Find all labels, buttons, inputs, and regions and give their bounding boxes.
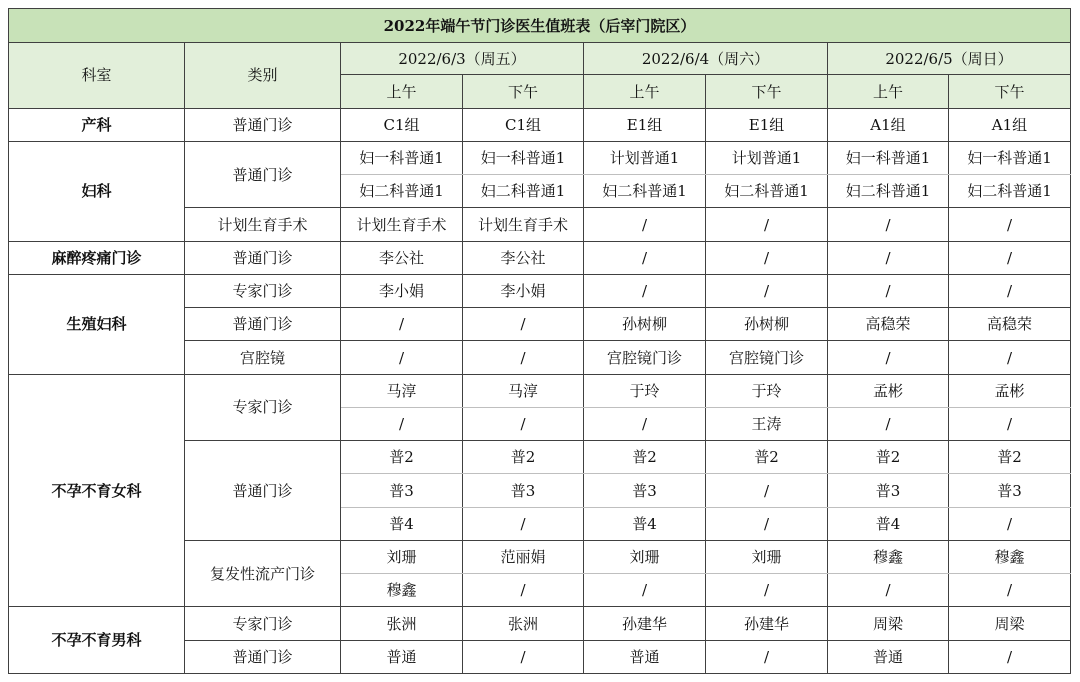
category-label: 专家门诊: [185, 274, 341, 307]
table-cell: 穆鑫: [341, 574, 463, 607]
table-cell: C1组: [341, 108, 463, 141]
table-cell: 宫腔镜门诊: [584, 341, 706, 374]
header-pm: 下午: [463, 75, 584, 108]
header-am: 上午: [341, 75, 463, 108]
table-cell: 妇二科普通1: [463, 175, 584, 208]
table-cell: /: [828, 274, 949, 307]
table-cell: /: [584, 407, 706, 440]
table-cell: /: [341, 407, 463, 440]
table-cell: /: [949, 407, 1071, 440]
dept-label: 妇科: [9, 141, 185, 241]
table-cell: 马淳: [341, 374, 463, 407]
table-cell: 妇一科普通1: [463, 141, 584, 174]
table-cell: 孟彬: [828, 374, 949, 407]
category-label: 普通门诊: [185, 640, 341, 673]
header-pm: 下午: [706, 75, 828, 108]
table-cell: 普2: [828, 441, 949, 474]
dept-label: 麻醉疼痛门诊: [9, 241, 185, 274]
table-cell: 妇二科普通1: [341, 175, 463, 208]
table-row: [9, 374, 1071, 407]
table-cell: 穆鑫: [828, 540, 949, 573]
category-label: 计划生育手术: [185, 208, 341, 241]
table-cell: 妇一科普通1: [341, 141, 463, 174]
table-cell: 孙建华: [584, 607, 706, 640]
category-label: 专家门诊: [185, 374, 341, 441]
table-cell: 刘珊: [706, 540, 828, 573]
table-cell: /: [463, 407, 584, 440]
table-cell: 普4: [584, 507, 706, 540]
table-row: [9, 274, 1071, 307]
header-date-0604: 2022/6/4（周六）: [584, 43, 828, 75]
table-cell: 普3: [949, 474, 1071, 507]
header-pm: 下午: [949, 75, 1071, 108]
table-cell: /: [706, 474, 828, 507]
table-cell: /: [584, 208, 706, 241]
table-cell: 穆鑫: [949, 540, 1071, 573]
header-category: 类别: [185, 43, 341, 108]
table-cell: /: [949, 274, 1071, 307]
table-cell: /: [706, 640, 828, 673]
table-cell: /: [706, 208, 828, 241]
table-cell: 普2: [463, 441, 584, 474]
table-cell: 普2: [341, 441, 463, 474]
category-label: 专家门诊: [185, 607, 341, 640]
table-cell: 于玲: [584, 374, 706, 407]
category-label: 普通门诊: [185, 241, 341, 274]
table-cell: 普2: [949, 441, 1071, 474]
table-cell: 孙树柳: [584, 308, 706, 341]
table-cell: 孙建华: [706, 607, 828, 640]
table-row: [9, 141, 1071, 174]
header-am: 上午: [828, 75, 949, 108]
table-cell: 普2: [584, 441, 706, 474]
table-cell: 张洲: [341, 607, 463, 640]
table-cell: /: [584, 274, 706, 307]
table-cell: 妇一科普通1: [828, 141, 949, 174]
table-cell: 普3: [828, 474, 949, 507]
dept-label: 生殖妇科: [9, 274, 185, 374]
table-cell: 计划普通1: [706, 141, 828, 174]
table-cell: 孟彬: [949, 374, 1071, 407]
table-cell: 普3: [341, 474, 463, 507]
table-cell: /: [828, 341, 949, 374]
header-date-0605: 2022/6/5（周日）: [828, 43, 1071, 75]
dept-label: 不孕不育男科: [9, 607, 185, 674]
table-row: [9, 607, 1071, 640]
table-cell: 妇一科普通1: [949, 141, 1071, 174]
table-cell: 普通: [341, 640, 463, 673]
table-cell: 妇二科普通1: [584, 175, 706, 208]
table-cell: 妇二科普通1: [949, 175, 1071, 208]
header-department: 科室: [9, 43, 185, 108]
table-cell: 周梁: [949, 607, 1071, 640]
table-cell: /: [463, 341, 584, 374]
table-cell: /: [463, 507, 584, 540]
table-cell: /: [463, 308, 584, 341]
table-cell: 普通: [828, 640, 949, 673]
table-cell: 周梁: [828, 607, 949, 640]
table-cell: /: [949, 341, 1071, 374]
table-cell: /: [949, 208, 1071, 241]
table-row: [9, 241, 1071, 274]
table-cell: /: [706, 507, 828, 540]
table-cell: /: [949, 507, 1071, 540]
table-cell: /: [341, 308, 463, 341]
table-cell: /: [828, 407, 949, 440]
table-cell: 计划生育手术: [463, 208, 584, 241]
table-cell: /: [828, 574, 949, 607]
table-cell: /: [584, 241, 706, 274]
table-title: 2022年端午节门诊医生值班表（后宰门院区）: [9, 9, 1071, 43]
table-cell: /: [463, 574, 584, 607]
duty-schedule-table: [8, 8, 1071, 674]
table-cell: 范丽娟: [463, 540, 584, 573]
category-label: 复发性流产门诊: [185, 540, 341, 607]
dept-label: 不孕不育女科: [9, 374, 185, 607]
table-cell: 刘珊: [584, 540, 706, 573]
table-cell: C1组: [463, 108, 584, 141]
table-cell: /: [706, 274, 828, 307]
table-cell: E1组: [706, 108, 828, 141]
table-cell: /: [828, 241, 949, 274]
table-cell: 马淳: [463, 374, 584, 407]
table-cell: 张洲: [463, 607, 584, 640]
table-cell: A1组: [828, 108, 949, 141]
table-cell: 李小娟: [463, 274, 584, 307]
table-cell: 孙树柳: [706, 308, 828, 341]
table-cell: 宫腔镜门诊: [706, 341, 828, 374]
table-cell: 李小娟: [341, 274, 463, 307]
table-cell: /: [949, 241, 1071, 274]
table-cell: 刘珊: [341, 540, 463, 573]
table-cell: 妇二科普通1: [706, 175, 828, 208]
category-label: 宫腔镜: [185, 341, 341, 374]
table-cell: /: [949, 574, 1071, 607]
category-label: 普通门诊: [185, 441, 341, 541]
table-cell: /: [341, 341, 463, 374]
table-cell: /: [706, 574, 828, 607]
header-date-0603: 2022/6/3（周五）: [341, 43, 584, 75]
table-cell: 普通: [584, 640, 706, 673]
dept-label: 产科: [9, 108, 185, 141]
table-cell: A1组: [949, 108, 1071, 141]
table-cell: 普3: [584, 474, 706, 507]
table-cell: 王涛: [706, 407, 828, 440]
table-cell: 高稳荣: [949, 308, 1071, 341]
table-cell: E1组: [584, 108, 706, 141]
table-cell: 计划生育手术: [341, 208, 463, 241]
table-cell: 普2: [706, 441, 828, 474]
table-cell: 李公社: [463, 241, 584, 274]
category-label: 普通门诊: [185, 141, 341, 208]
table-cell: 普3: [463, 474, 584, 507]
table-cell: /: [584, 574, 706, 607]
table-cell: /: [949, 640, 1071, 673]
table-row: [9, 108, 1071, 141]
category-label: 普通门诊: [185, 308, 341, 341]
table-cell: 普4: [828, 507, 949, 540]
table-cell: 高稳荣: [828, 308, 949, 341]
table-cell: 妇二科普通1: [828, 175, 949, 208]
table-cell: 于玲: [706, 374, 828, 407]
category-label: 普通门诊: [185, 108, 341, 141]
table-cell: /: [463, 640, 584, 673]
table-cell: /: [706, 241, 828, 274]
table-cell: /: [828, 208, 949, 241]
header-am: 上午: [584, 75, 706, 108]
table-cell: 计划普通1: [584, 141, 706, 174]
table-cell: 普4: [341, 507, 463, 540]
table-cell: 李公社: [341, 241, 463, 274]
